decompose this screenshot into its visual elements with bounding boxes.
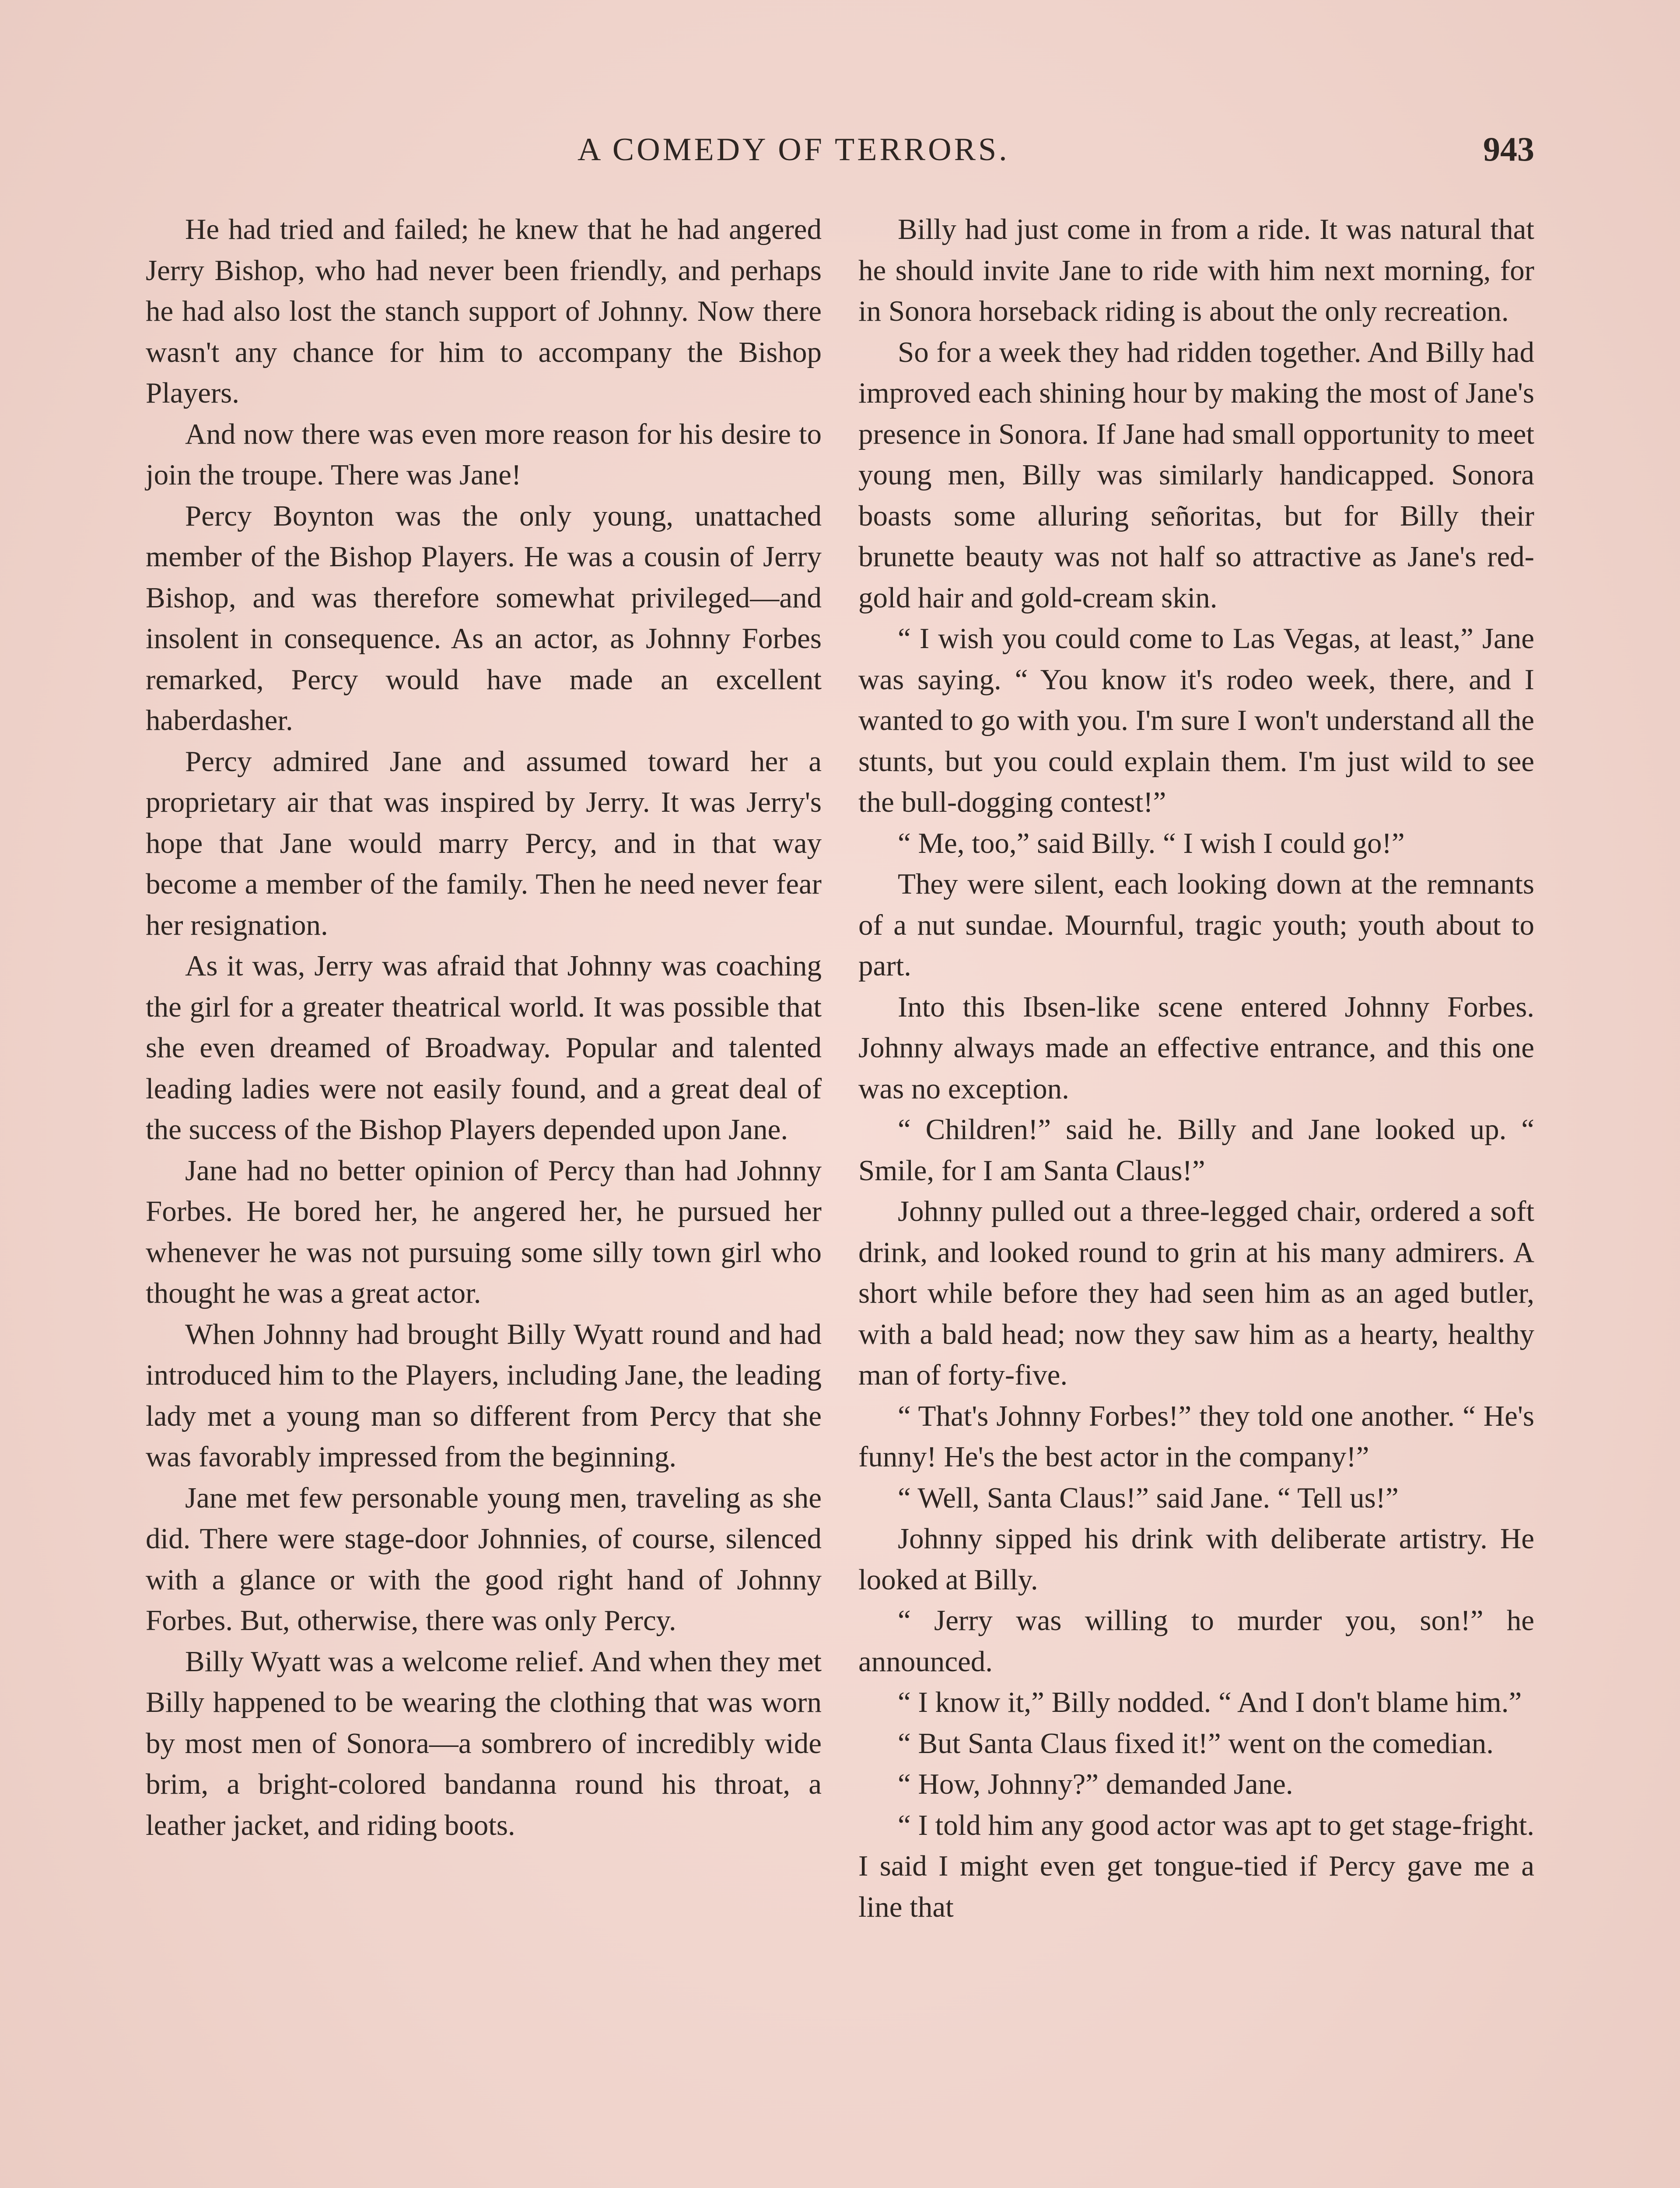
paragraph: Jane met few personable young men, traveling as she did. There were stage-door Johnnies, of course, silenced with a glance or with the good right hand of Johnny Forbes. But, otherwise, there was only Percy. xyxy=(146,1481,822,1637)
paragraph: “ Well, Santa Claus!” said Jane. “ Tell us!” xyxy=(898,1481,1399,1514)
paragraph: They were silent, each looking down at the remnants of a nut sundae. Mournful, tragic youth; youth about to part. xyxy=(858,868,1534,982)
paragraph: Billy Wyatt was a welcome relief. And when they met Billy happened to be wearing the clothing that was worn by most men of Sonora—a sombrero of incredibly wide brim, a bright-colored bandanna round his throat, a leather jacket, and riding boots. xyxy=(146,1645,822,1841)
paragraph: “ Jerry was willing to murder you, son!” he announced. xyxy=(858,1604,1534,1678)
paragraph: Johnny sipped his drink with deliberate artistry. He looked at Billy. xyxy=(858,1522,1534,1596)
paragraph: Johnny pulled out a three-legged chair, ordered a soft drink, and looked round to grin at his many admirers. A short while before they had seen him as an aged butler, with a bald head; now they saw him as a hearty, healthy man of forty-five. xyxy=(858,1195,1534,1391)
paragraph: “ Children!” said he. Billy and Jane looked up. “ Smile, for I am Santa Claus!” xyxy=(858,1113,1534,1187)
paragraph: Jane had no better opinion of Percy than had Johnny Forbes. He bored her, he angered her, he pursued her whenever he was not pursuing some silly town girl who thought he was a great actor. xyxy=(146,1154,822,1309)
paragraph: He had tried and failed; he knew that he had angered Jerry Bishop, who had never been friendly, and perhaps he had also lost the stanch support of Johnny. Now there wasn't any chance for him to accompany the Bishop Players. xyxy=(146,213,822,409)
right-column xyxy=(858,209,1534,1928)
paragraph: So for a week they had ridden together. And Billy had improved each shining hour by making the most of Jane's presence in Sonora. If Jane had small opportunity to meet young men, Billy was similarly handicapped. Sonora boasts some alluring señoritas, but for Billy their brunette beauty was not half so attractive as Jane's red-gold hair and gold-cream skin. xyxy=(858,336,1534,614)
paragraph: “ Me, too,” said Billy. “ I wish I could go!” xyxy=(898,827,1405,859)
paragraph: Percy admired Jane and assumed toward her a proprietary air that was inspired by Jerry. It was Jerry's hope that Jane would marry Percy, and in that way become a member of the family. Then he need never fear her resignation. xyxy=(146,745,822,941)
paragraph: “ How, Johnny?” demanded Jane. xyxy=(898,1768,1293,1800)
paragraph: “ But Santa Claus fixed it!” went on the comedian. xyxy=(898,1727,1494,1760)
running-head: A COMEDY OF TERRORS. xyxy=(578,132,1010,168)
left-column xyxy=(146,209,822,1846)
paragraph: Into this Ibsen-like scene entered Johnny Forbes. Johnny always made an effective entrance, and this one was no exception. xyxy=(858,990,1534,1105)
paragraph: “ I told him any good actor was apt to get stage-fright. I said I might even get tongue-tied if Percy gave me a line that xyxy=(858,1809,1534,1923)
paragraph: “ I wish you could come to Las Vegas, at least,” Jane was saying. “ You know it's rodeo week, there, and I wanted to go with you. I'm sure I won't understand all the stunts, but you could explain them. I'm just wild to see the bull-dogging contest!” xyxy=(858,622,1534,818)
paragraph: “ I know it,” Billy nodded. “ And I don't blame him.” xyxy=(898,1686,1522,1718)
paragraph: “ That's Johnny Forbes!” they told one another. “ He's funny! He's the best actor in the company!” xyxy=(858,1399,1534,1473)
page-number: 943 xyxy=(1483,130,1534,168)
paragraph: Billy had just come in from a ride. It was natural that he should invite Jane to ride with him next morning, for in Sonora horseback riding is about the only recreation. xyxy=(858,213,1534,327)
paragraph: As it was, Jerry was afraid that Johnny was coaching the girl for a greater theatrical world. It was possible that she even dreamed of Broadway. Popular and talented leading ladies were not easily found, and a great deal of the success of the Bishop Players depended upon Jane. xyxy=(146,950,822,1146)
paragraph: Percy Boynton was the only young, unattached member of the Bishop Players. He was a cousin of Jerry Bishop, and was therefore somewhat privileged—and insolent in consequence. As an actor, as Johnny Forbes remarked, Percy would have made an excellent haberdasher. xyxy=(146,499,822,736)
paragraph: When Johnny had brought Billy Wyatt round and had introduced him to the Players, including Jane, the leading lady met a young man so different from Percy that she was favorably impressed from the beginning. xyxy=(146,1318,822,1473)
paragraph: And now there was even more reason for his desire to join the troupe. There was Jane! xyxy=(146,417,822,491)
